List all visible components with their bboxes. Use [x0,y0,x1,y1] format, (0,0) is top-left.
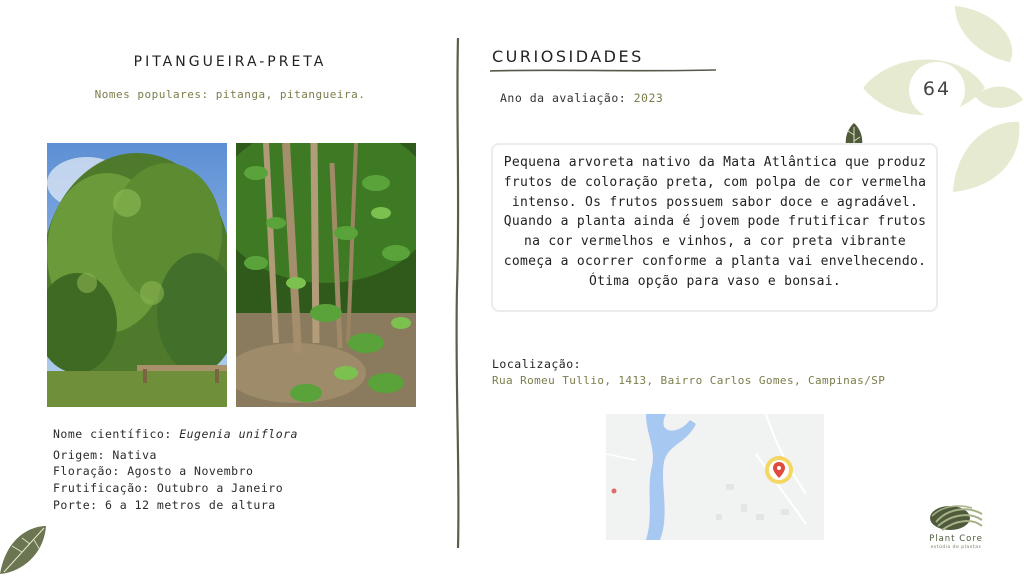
popular-names: Nomes populares: pitanga, pitangueira. [94,88,366,101]
scientific-name [53,427,298,441]
evaluation-year-label: Ano da avaliação: [500,91,634,105]
leaf-icon [0,524,48,576]
evaluation-year [500,91,663,105]
fruiting: Frutificação: Outubro a Janeiro [53,481,284,495]
brand-logo [928,500,984,534]
trunk-photo [236,143,416,407]
plant-title: PITANGUEIRA-PRETA [133,54,327,70]
location-map[interactable] [606,414,824,540]
brand-name: Plant Core [929,534,983,544]
location-label: Localização: [492,357,582,371]
page-number: 64 [922,78,952,100]
size: Porte: 6 a 12 metros de altura [53,498,276,512]
column-divider [452,38,464,548]
title-underline [490,66,716,74]
brand-tagline: estúdio de plantas [930,545,982,550]
description-text: Pequena arvoreta nativo da Mata Atlântica que produz frutos de coloração preta, com polpa de cor vermelha intenso. Os frutos possuem sabor doce e agradável. Quando a planta ainda é jovem pode frutificar frutos na cor vermelhos e vinhos, a cor preta vibrante começa a ocorrer conforme a planta vai envelhecendo. Ótima opção para vaso e bonsai. [503,155,927,289]
origin: Origem: Nativa [53,448,157,462]
evaluation-year-value: 2023 [633,91,664,105]
flowering: Floração: Agosto a Novembro [53,464,254,478]
scientific-name-label: Nome científico: [53,427,180,441]
tree-photo [47,143,227,407]
location-address: Rua Romeu Tullio, 1413, Bairro Carlos Gomes, Campinas/SP [492,374,886,387]
section-title: CURIOSIDADES [492,47,644,66]
scientific-name-value: Eugenia uniflora [179,427,298,441]
